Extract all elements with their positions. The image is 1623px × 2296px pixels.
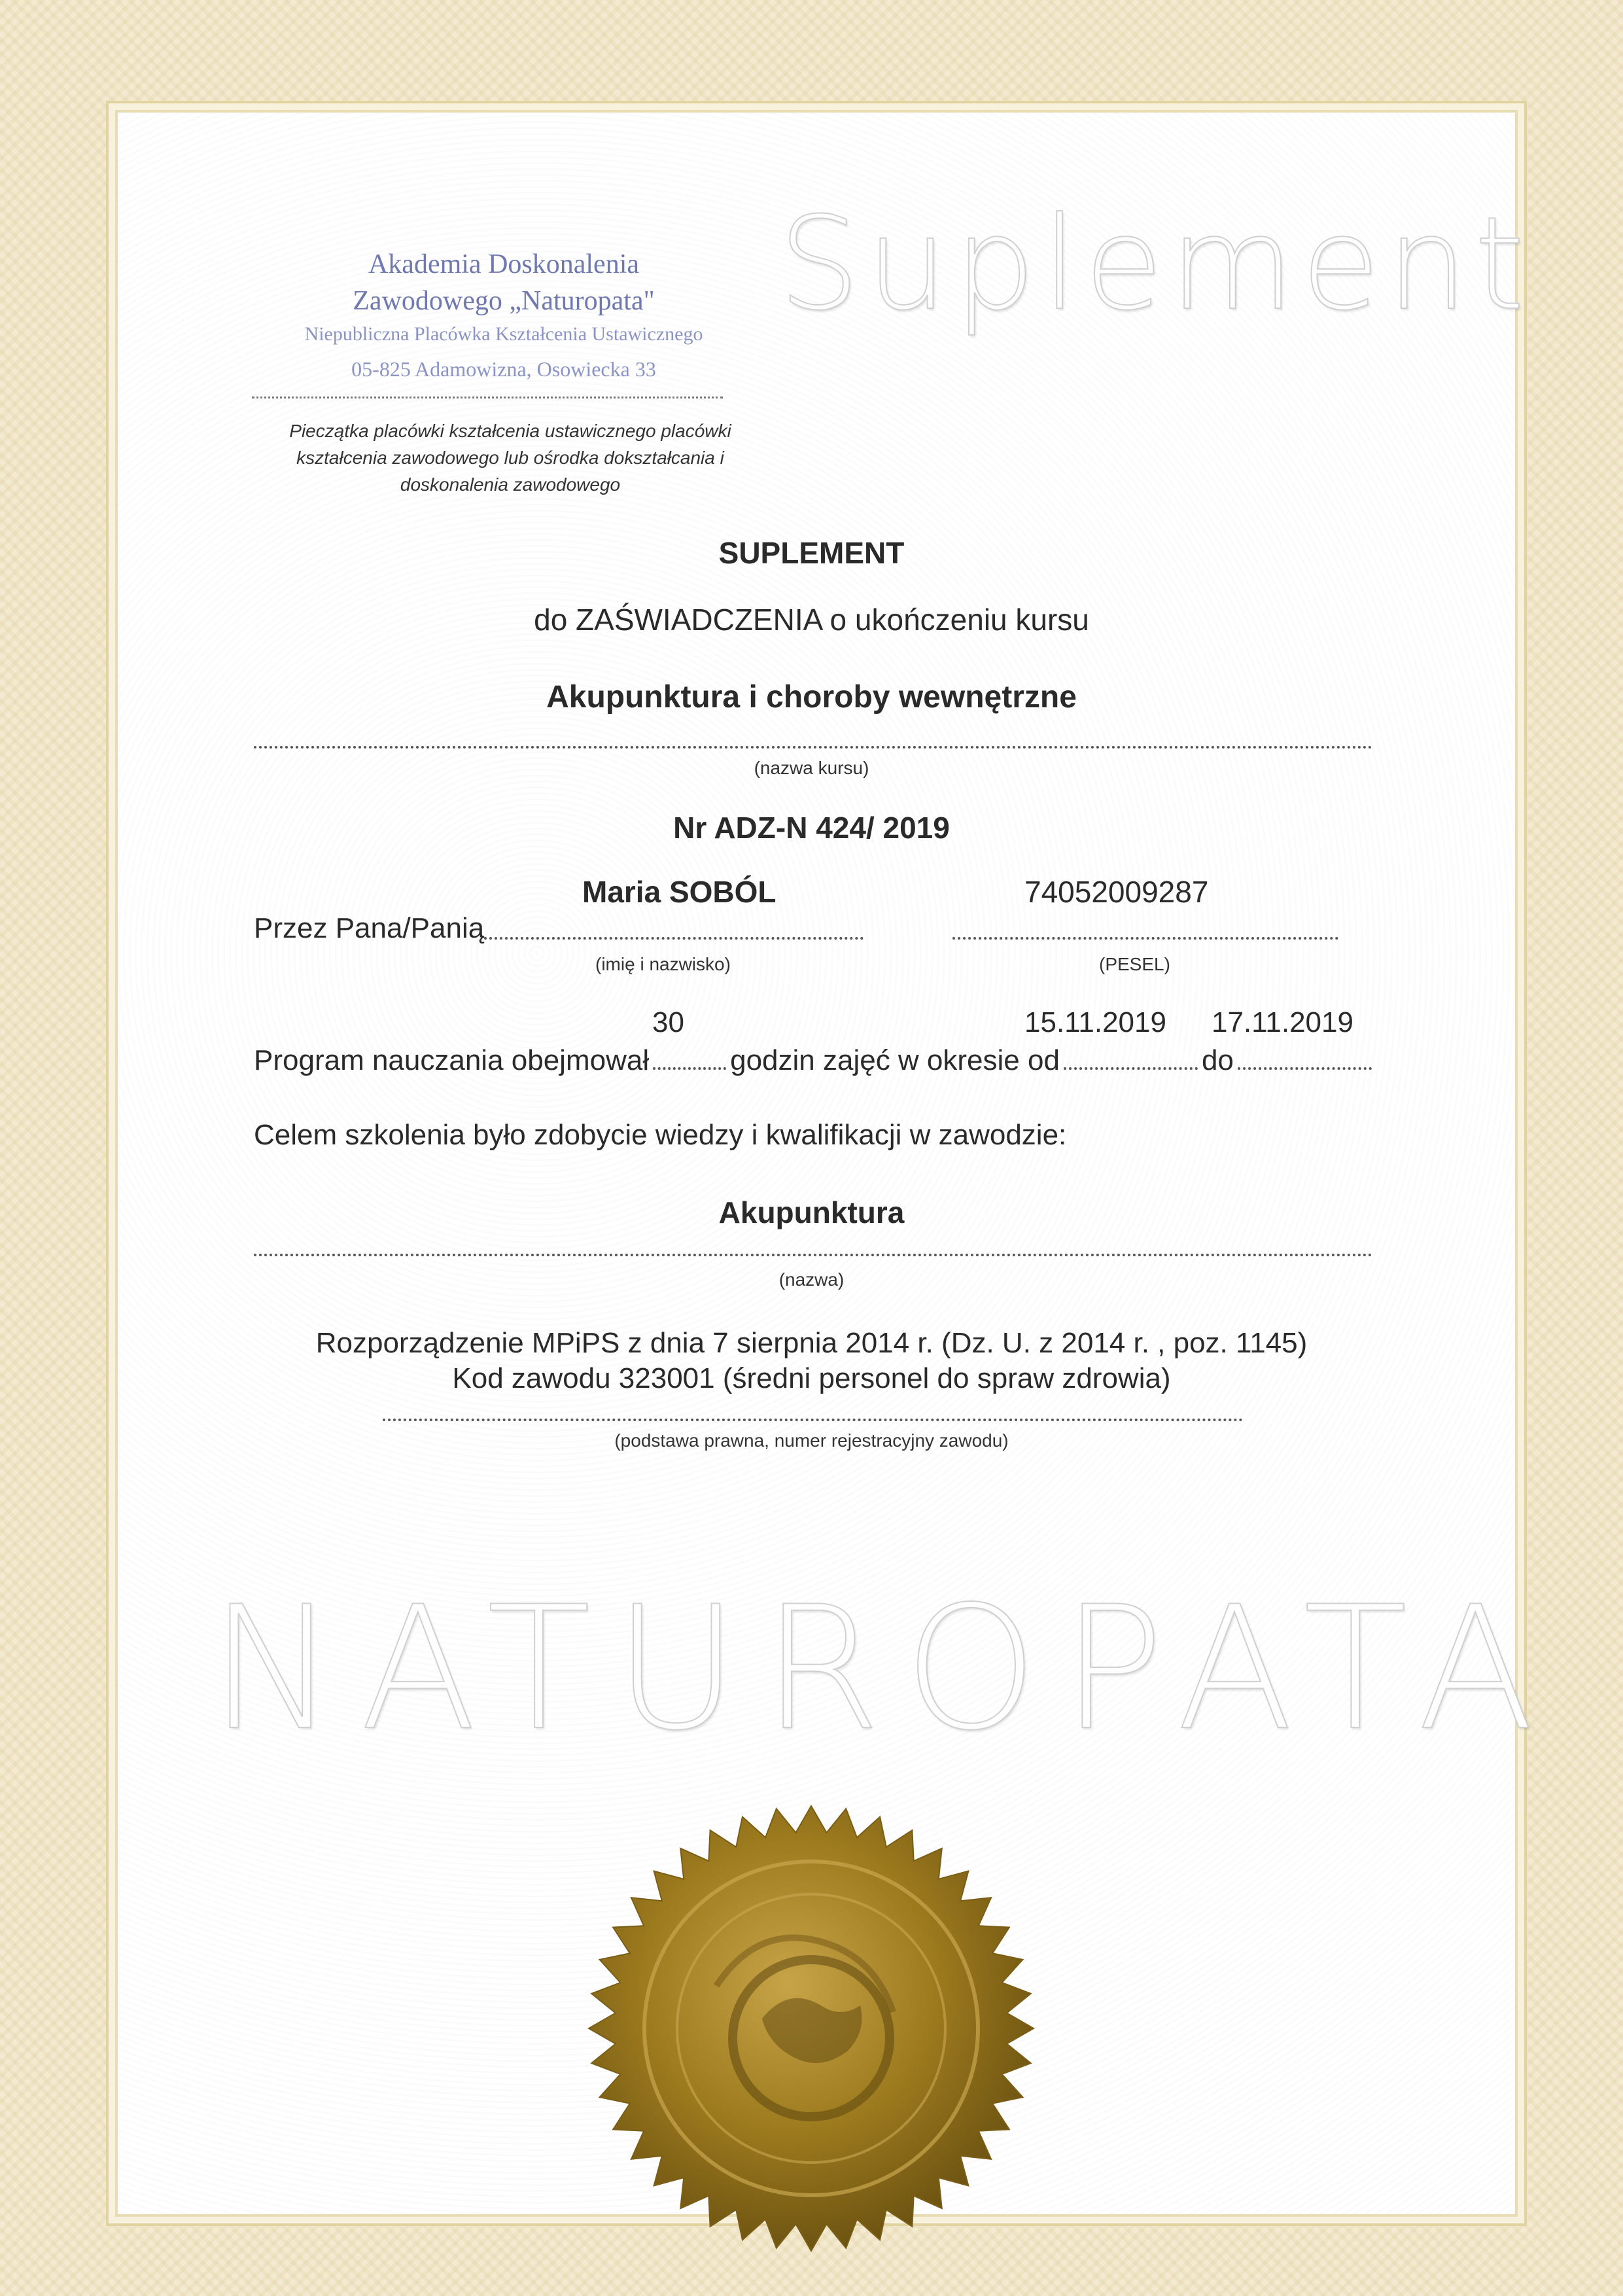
course-name: Akupunktura i choroby wewnętrzne: [546, 680, 1077, 715]
stamp-line-3: Niepubliczna Placówka Kształcenia Ustawicznego: [304, 323, 703, 345]
name-caption: (imię i nazwisko): [595, 954, 731, 974]
document-subtitle: do ZAŚWIADCZENIA o ukończeniu kursu: [534, 603, 1089, 637]
legal-dotted-line: [383, 1419, 1243, 1421]
profession-caption: (nazwa): [778, 1269, 845, 1290]
date-from-dotted-line: [1064, 1067, 1198, 1070]
profession-dotted-line: [254, 1254, 1372, 1256]
goal-text: Celem szkolenia było zdobycie wiedzy i kwalifikacji w zawodzie:: [254, 1119, 1067, 1151]
name-dotted-line: [484, 937, 864, 940]
person-label: Przez Pana/Panią: [254, 912, 485, 944]
watermark-naturopata: NATUROPATA: [209, 1570, 1558, 1768]
gold-seal-icon: [585, 1803, 1037, 2254]
document-title: SUPLEMENT: [718, 536, 905, 570]
watermark-suplement: Suplement: [778, 190, 1531, 339]
stamp-caption: Pieczątka placówki kształcenia ustawicznego placówki kształcenia zawodowego lub ośrodka dokształcania i doskonalenia zawodowego: [289, 421, 731, 495]
program-label-1: Program nauczania obejmował: [254, 1044, 650, 1076]
course-caption: (nazwa kursu): [754, 758, 869, 778]
hours-value: 30: [652, 1006, 684, 1038]
stamp-line-4: 05-825 Adamowizna, Osowiecka 33: [351, 357, 656, 381]
pesel-caption: (PESEL): [1099, 954, 1170, 974]
program-label-3: do: [1201, 1044, 1234, 1076]
stamp-line-2: Zawodowego „Naturopata": [353, 286, 655, 316]
stamp-line-1: Akademia Doskonalenia: [368, 249, 640, 279]
hours-dotted-line: [653, 1067, 726, 1070]
legal-basis-line-2: Kod zawodu 323001 (średni personel do spraw zdrowia): [452, 1362, 1171, 1394]
stamp-dotted-line: [252, 397, 723, 398]
legal-basis-line-1: Rozporządzenie MPiPS z dnia 7 sierpnia 2014 r. (Dz. U. z 2014 r. , poz. 1145): [315, 1327, 1308, 1359]
date-from-value: 15.11.2019: [1024, 1006, 1166, 1038]
date-to-dotted-line: [1238, 1067, 1372, 1070]
person-name: Maria SOBÓL: [582, 875, 777, 909]
profession-name: Akupunktura: [718, 1195, 905, 1229]
date-to-value: 17.11.2019: [1212, 1006, 1353, 1038]
pesel-value: 74052009287: [1024, 875, 1209, 909]
program-line: [254, 1044, 1376, 1077]
certificate-number: Nr ADZ-N 424/ 2019: [673, 811, 950, 845]
legal-caption: (podstawa prawna, numer rejestracyjny zawodu): [614, 1430, 1009, 1451]
course-dotted-line: [254, 746, 1372, 749]
pesel-dotted-line: [952, 937, 1338, 940]
program-label-2: godzin zajęć w okresie od: [730, 1044, 1060, 1076]
